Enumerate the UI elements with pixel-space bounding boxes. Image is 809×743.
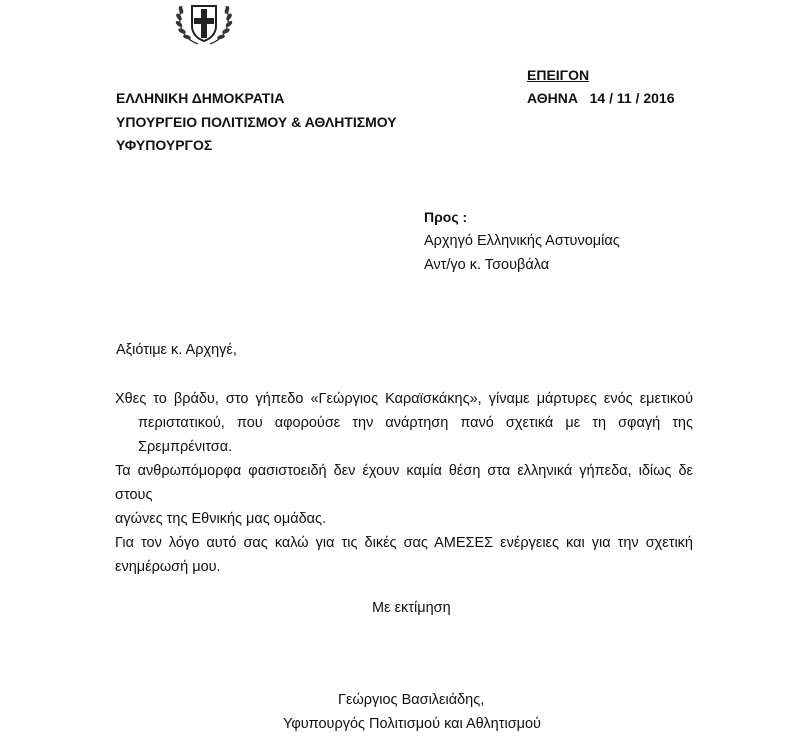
letter-body (115, 387, 693, 579)
greek-coat-of-arms-icon (168, 0, 240, 46)
body-line-3: Τα ανθρωπόμορφα φασιστοειδή δεν έχουν καμία θέση στα ελληνικά γήπεδα, ιδίως δε στους (115, 463, 693, 503)
body-line-4: αγώνες της Εθνικής μας ομάδας. (115, 511, 327, 527)
signer-name: Γεώργιος Βασιλειάδης, (338, 692, 485, 708)
place-date: ΑΘΗΝΑ 14 / 11 / 2016 (527, 90, 675, 106)
signer-title: Υφυπουργός Πολιτισμού και Αθλητισμού (283, 716, 541, 732)
salutation: Αξιότιμε κ. Αρχηγέ, (116, 342, 237, 358)
recipient-line-1: Αρχηγό Ελληνικής Αστυνομίας (424, 233, 620, 249)
body-line-6: ενημέρωσή μου. (115, 559, 221, 575)
urgent-label: ΕΠΕΙΓΟΝ (527, 67, 590, 83)
body-line-5: Για τον λόγο αυτό σας καλώ για τις δικές σας ΑΜΕΣΕΣ ενέργειες και για την σχετική (115, 535, 693, 551)
body-line-1: Χθες το βράδυ, στο γήπεδο «Γεώργιος Καραϊσκάκης», γίναμε μάρτυρες ενός εμετικού (115, 391, 693, 407)
recipient-label: Προς : (424, 209, 468, 225)
body-line-2: περιστατικού, που αφορούσε την ανάρτηση πανό σχετικά με τη σφαγή της Σρεμπρένιτσα. (138, 415, 693, 455)
recipient-line-2: Αντ/γο κ. Τσουβάλα (424, 257, 550, 273)
closing-regards: Με εκτίμηση (372, 600, 451, 616)
org-line-2: ΥΠΟΥΡΓΕΙΟ ΠΟΛΙΤΙΣΜΟΥ & ΑΘΛΗΤΙΣΜΟΥ (116, 114, 397, 130)
org-line-1: ΕΛΛΗΝΙΚΗ ΔΗΜΟΚΡΑΤΙΑ (116, 90, 285, 106)
org-line-3: ΥΦΥΠΟΥΡΓΟΣ (116, 137, 213, 153)
